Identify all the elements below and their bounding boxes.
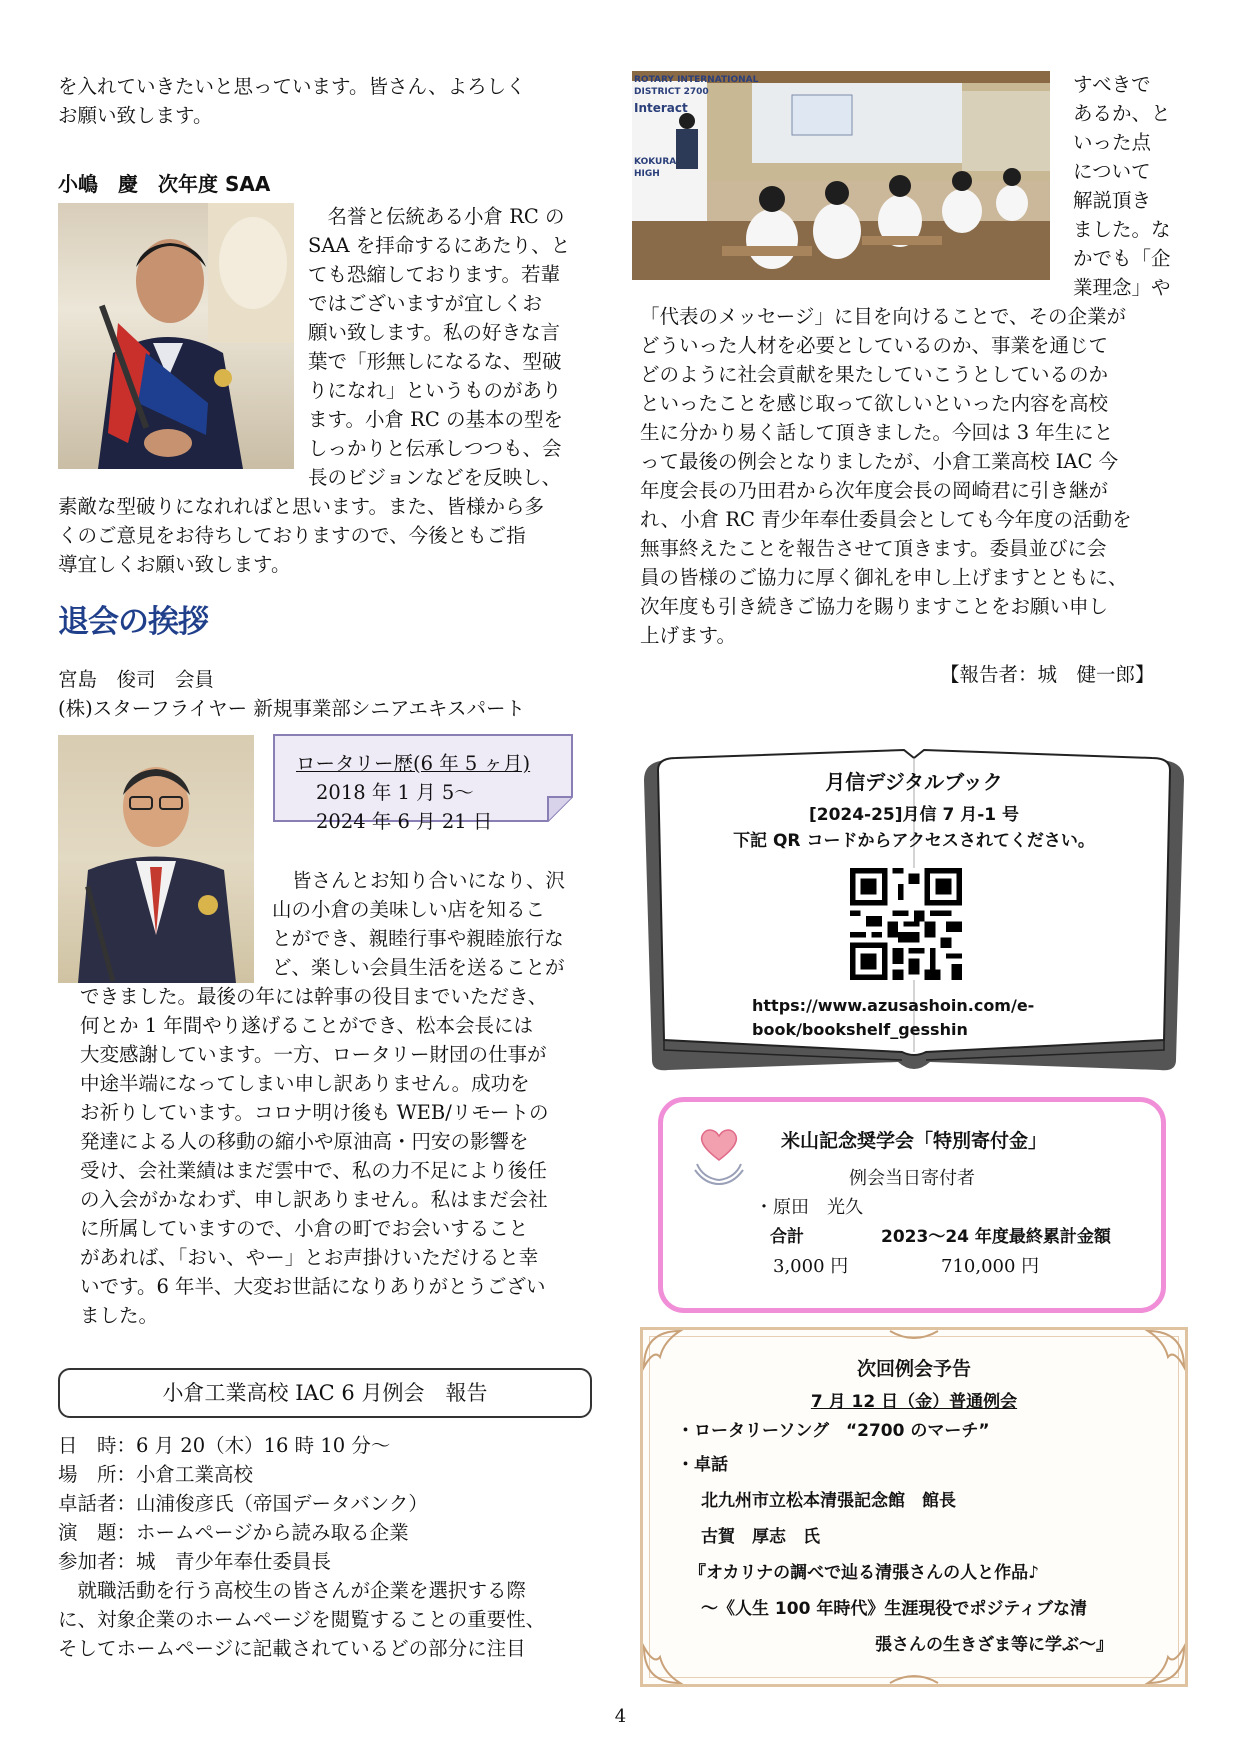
scholarship-box xyxy=(658,1097,1166,1313)
digital-book-box xyxy=(640,740,1188,1085)
text-line: れ、小倉 RC 青少年奉仕委員会としても今年度の活動を xyxy=(640,508,1132,531)
saa-heading: 小嶋 慶 次年度 SAA xyxy=(58,172,271,196)
topic-line: 〜《人生 100 年時代》生涯現役でポジティブな清 xyxy=(701,1599,1087,1619)
text-line: SAA を拝命するにあたり、と xyxy=(308,234,571,257)
text-line: ても恐縮しております。若輩 xyxy=(308,263,560,286)
text-line: 皆さんとお知り合いになり、沢 xyxy=(292,869,566,892)
speaker-photo-kojima xyxy=(58,203,294,469)
text-line: あるか、と xyxy=(1073,102,1171,125)
speaker-org: 北九州市立松本清張記念館 館長 xyxy=(701,1491,956,1511)
photo-banner xyxy=(634,74,758,180)
next-meeting-box xyxy=(640,1327,1188,1687)
farewell-company: (株)スターフライヤー 新規事業部シニアエキスパート xyxy=(58,697,525,720)
text-line: すべきで xyxy=(1073,73,1151,96)
text-line: ではございますが宜しくお xyxy=(308,292,543,315)
text-line: いです。6 年半、大変お世話になりありがとうござい xyxy=(80,1275,546,1298)
text-line: どのように社会貢献を果たしていこうとしているのか xyxy=(640,363,1109,386)
banner-line: HIGH xyxy=(634,169,660,179)
text-line: そしてホームページに記載されているどの部分に注目 xyxy=(58,1637,526,1660)
text-line: 山の小倉の美味しい店を知るこ xyxy=(272,898,546,921)
speaker-photo-miyajima xyxy=(58,735,254,983)
text-line: 名誉と伝統ある小倉 RC の xyxy=(308,205,565,228)
text-line: いった点 xyxy=(1073,131,1152,154)
heart-hands-icon xyxy=(693,1126,745,1188)
text-line: お願い致します。 xyxy=(58,104,213,127)
text-line: に所属していますので、小倉の町でお会いすること xyxy=(80,1217,529,1240)
text-line: できました。最後の年には幹事の役目までいただき、 xyxy=(80,985,548,1008)
history-title: ロータリー歴(6 年 5 ヶ月) xyxy=(296,752,531,775)
detail-line: 演 題：ホームページから読み取る企業 xyxy=(58,1521,409,1544)
text-line: 業理念」や xyxy=(1073,276,1171,299)
text-line: 何とか 1 年間やり遂げることができ、松本会長には xyxy=(80,1014,534,1037)
page-number: 4 xyxy=(614,1706,627,1727)
text-line: 年度会長の乃田君から次年度会長の岡崎君に引き継が xyxy=(640,479,1109,502)
talk-label: ・卓話 xyxy=(677,1455,728,1475)
text-line: くのご意見をお待ちしておりますので、今後ともご指 xyxy=(58,524,526,547)
text-line: 次年度も引き続きご協力を賜りますことをお願い申し xyxy=(640,595,1109,618)
speaker-name: 古賀 厚志 氏 xyxy=(701,1527,820,1547)
next-meeting-title: 次回例会予告 xyxy=(856,1358,971,1380)
banner-line: Interact xyxy=(634,101,688,115)
text-line: 願い致します。私の好きな言 xyxy=(308,321,560,344)
person-image xyxy=(58,203,294,469)
topic-line: 張さんの生きざま等に学ぶ〜』 xyxy=(875,1635,1113,1655)
history-from: 2018 年 1 月 5〜 xyxy=(316,781,474,804)
text-line: お祈りしています。コロナ明け後も WEB/リモートの xyxy=(80,1101,549,1124)
text-line: とができ、親睦行事や親睦旅行な xyxy=(272,927,564,950)
text-line: 受け、会社業績はまだ雲中で、私の力不足により後任 xyxy=(80,1159,547,1182)
text-line: りになれ」というものがあり xyxy=(308,379,562,402)
url-line[interactable]: book/bookshelf_gesshin xyxy=(752,1020,968,1039)
scholarship-title: 米山記念奨学会「特別寄付金」 xyxy=(781,1130,1048,1152)
reporter: 【報告者：城 健一郎】 xyxy=(940,663,1155,686)
iac-title-box xyxy=(58,1368,592,1418)
total-label: 合計 xyxy=(770,1227,804,1247)
text-line: しっかりと伝承しつつも、会 xyxy=(308,437,562,460)
text-line: といったことを感じ取って欲しいといった内容を高校 xyxy=(640,392,1109,415)
text-line: 葉で「形無しになるな、型破 xyxy=(308,350,562,373)
text-line: 「代表のメッセージ」に目を向けることで、その企業が xyxy=(640,305,1126,328)
detail-line: 参加者：城 青少年奉仕委員長 xyxy=(58,1550,332,1573)
text-line: について xyxy=(1073,160,1151,183)
person-image xyxy=(58,735,254,983)
book-instruction: 下記 QR コードからアクセスされてください。 xyxy=(733,831,1095,851)
text-line: 上げます。 xyxy=(640,624,736,647)
text-line: 長のビジョンなどを反映し、 xyxy=(308,466,562,489)
banner-line: KOKURA xyxy=(634,157,677,167)
text-line: ます。小倉 RC の基本の型を xyxy=(308,408,563,431)
next-meeting-date: 7 月 12 日（金）普通例会 xyxy=(810,1392,1018,1412)
scholarship-subtitle: 例会当日寄付者 xyxy=(849,1168,975,1189)
detail-line: 場 所：小倉工業高校 xyxy=(58,1463,254,1486)
farewell-title: 退会の挨拶 xyxy=(58,604,208,640)
text-line: 素敵な型破りになれればと思います。また、皆様から多 xyxy=(58,495,544,518)
book-url[interactable] xyxy=(752,994,1034,1042)
history-to: 2024 年 6 月 21 日 xyxy=(316,810,493,833)
text-line: 中途半端になってしまい申し訳ありません。成功を xyxy=(80,1072,530,1095)
text-line: があれば、「おい、やー」とお声掛けいただけると幸 xyxy=(80,1246,539,1269)
song-line: ・ロータリーソング “2700 のマーチ” xyxy=(677,1421,990,1441)
detail-line: 卓話者：山浦俊彦氏（帝国データバンク） xyxy=(58,1492,428,1515)
text-line: って最後の例会となりましたが、小倉工業高校 IAC 今 xyxy=(640,450,1119,473)
text-line: を入れていきたいと思っています。皆さん、よろしく xyxy=(58,75,526,98)
text-line: 大変感謝しています。一方、ロータリー財団の仕事が xyxy=(80,1043,547,1066)
cumulative-value: 710,000 円 xyxy=(941,1256,1040,1277)
farewell-name: 宮島 俊司 会員 xyxy=(58,668,215,691)
iac-title: 小倉工業高校 IAC 6 月例会 報告 xyxy=(162,1381,488,1405)
cumulative-label: 2023〜24 年度最終累計金額 xyxy=(881,1227,1111,1247)
donor-name: ・原田 光久 xyxy=(755,1197,863,1218)
text-line: 無事終えたことを報告させて頂きます。委員並びに会 xyxy=(640,537,1107,560)
text-line: に、対象企業のホームページを閲覧することの重要性、 xyxy=(58,1608,546,1631)
text-line: 生に分かり易く話して頂きました。今回は 3 年生にと xyxy=(640,421,1114,444)
text-line: の入会がかなわず、申し訳ありません。私はまだ会社 xyxy=(80,1188,548,1211)
qr-code-icon[interactable] xyxy=(850,868,962,980)
book-title: 月信デジタルブック xyxy=(825,770,1003,794)
text-line: ました。 xyxy=(80,1304,159,1327)
url-line[interactable]: https://www.azusashoin.com/e- xyxy=(752,996,1035,1015)
detail-line: 日 時：6 月 20（木）16 時 10 分〜 xyxy=(58,1434,391,1457)
text-line: 解説頂き xyxy=(1073,189,1152,212)
text-line: かでも「企 xyxy=(1073,247,1171,270)
text-line: ど、楽しい会員生活を送ることが xyxy=(272,956,565,979)
topic-line: 『オカリナの調べで辿る清張さんの人と作品♪ xyxy=(689,1563,1039,1583)
text-line: ました。な xyxy=(1073,218,1171,241)
text-line: 員の皆様のご協力に厚く御礼を申し上げますとともに、 xyxy=(640,566,1128,589)
text-line: 就職活動を行う高校生の皆さんが企業を選択する際 xyxy=(58,1579,527,1602)
banner-line: ROTARY INTERNATIONAL xyxy=(634,75,759,85)
banner-line: DISTRICT 2700 xyxy=(634,87,709,97)
text-line: 導宜しくお願い致します。 xyxy=(58,553,291,576)
text-line: どういった人材を必要としているのか、事業を通じて xyxy=(640,334,1109,357)
book-issue: [2024-25]月信 7 月-1 号 xyxy=(808,805,1020,825)
total-value: 3,000 円 xyxy=(773,1256,849,1277)
text-line: 発達による人の移動の縮小や原油高・円安の影響を xyxy=(80,1130,529,1153)
